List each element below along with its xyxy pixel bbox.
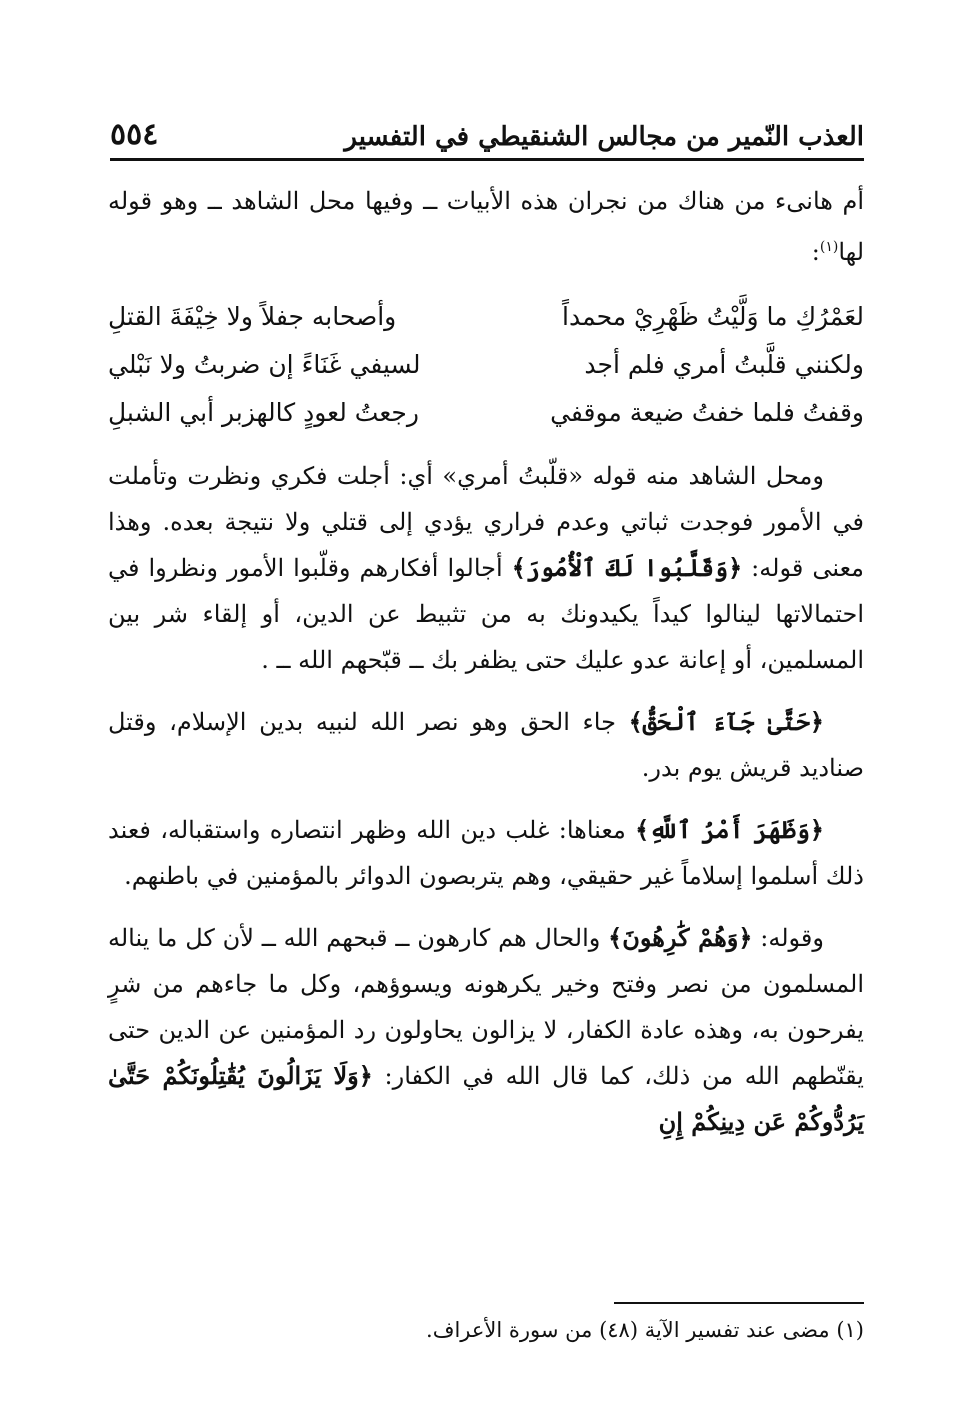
amr-text: معناها: غلب دين الله وظهر انتصاره واستقباله، فعند ذلك أسلموا إسلاماً غير حقيقي، وهم يتربصون الدوائر بالمؤمنين في باطنهم. [108,816,864,890]
intro-text: أم هانىء من هناك من نجران هذه الأبيات ــ وفيها محل الشاهد ــ وهو قوله لها [108,187,864,266]
main-text [108,178,864,1145]
paragraph-intro [108,178,864,275]
verse-first-half: ولكنني قلَّبتُ أمري فلم أجد [584,350,864,379]
footnote-text: مضى عند تفسير الآية (٤٨) من سورة الأعراف. [426,1318,830,1342]
commentary-text-cont: أجالوا أفكارهم وقلّبوا الأمور ونظروا في احتمالاتها لينالوا كيداً يكيدونك به من تثبيط عن الدين، أو إلقاء شر بين المسلمين، أو إعانة عدو عليك حتى يظفر بك ــ قبّحهم الله ــ . [108,554,864,674]
paragraph-karihun [108,915,864,1145]
footnote-number: (١) [836,1318,864,1342]
verse-line [108,389,864,437]
quran-quote: ﴿وَقَلَّبُوا لَكَ ٱلْأُمُورَ﴾ [511,553,743,582]
quran-quote: ﴿وَلَا يَزَالُونَ يُقَٰتِلُونَكُمْ حَتَّىٰ يَرُدُّوكُمْ عَن دِينِكُمْ إِنِ [108,1061,864,1136]
haqq-text: جاء الحق وهو نصر الله لنبيه بدين الإسلام، وقتل صناديد قريش يوم بدر. [108,708,864,782]
verse-first-half: لعَمْرُكِ ما وَلَّيْتُ ظَهْرِيْ محمداً [562,302,864,331]
karihun-intro: وقوله: [760,924,824,952]
verse-second-half: لسيفي غَنَاءً إن ضربتُ ولا نَبْلي [108,350,421,379]
commentary-text: ومحل الشاهد منه قوله «قلّبتُ أمري» أي: أجلت فكري ونظرت وتأملت في الأمور فوجدت ثباتي وعدم فراري يؤدي إلى قتلي ولا نتيجة بعده. وهذا معنى قوله: [108,462,865,582]
intro-colon: : [811,238,820,266]
poem-verses [108,293,864,437]
page-number: ٥٥٤ [110,117,159,152]
footnote [108,1318,864,1342]
verse-line [108,341,864,389]
verse-second-half: رجعتُ لعودٍ كالهزبر أبي الشبلِ [108,398,419,427]
book-title: العذب النّمير من مجالس الشنقيطي في التفسير [344,122,864,152]
footnote-reference: (١) [819,239,839,255]
quran-quote: ﴿وَهُمْ كَٰرِهُونَ﴾ [608,923,753,952]
quran-quote: ﴿وَظَهَرَ أَمْرُ ٱللَّهِ﴾ [635,815,824,844]
running-header [110,100,864,161]
paragraph-amr [108,807,864,899]
paragraph-haqq [108,699,864,791]
verse-line [108,293,864,341]
paragraph-commentary [108,453,864,683]
verse-second-half: وأصحابه جفلاً ولا خِيْفَةَ القتلِ [108,302,397,331]
quran-quote: ﴿حَتَّىٰ جَآءَ ٱلْحَقُّ﴾ [628,707,824,736]
karihun-text: والحال هم كارهون ــ قبحهم الله ــ لأن كل ما يناله المسلمون من نصر وفتح وخير يكرهونه ويسوؤهم، وكل ما جاءهم من شرٍ يفرحون به، وهذه عادة الكفار، لا يزالون يحاولون رد المؤمنين عن الدين حتى يقنّطهم الله من ذلك، كما قال الله في الكفار: [108,924,864,1090]
verse-first-half: وقفتُ فلما خفتُ ضيعة موقفي [550,398,864,427]
footnote-separator [614,1302,864,1304]
